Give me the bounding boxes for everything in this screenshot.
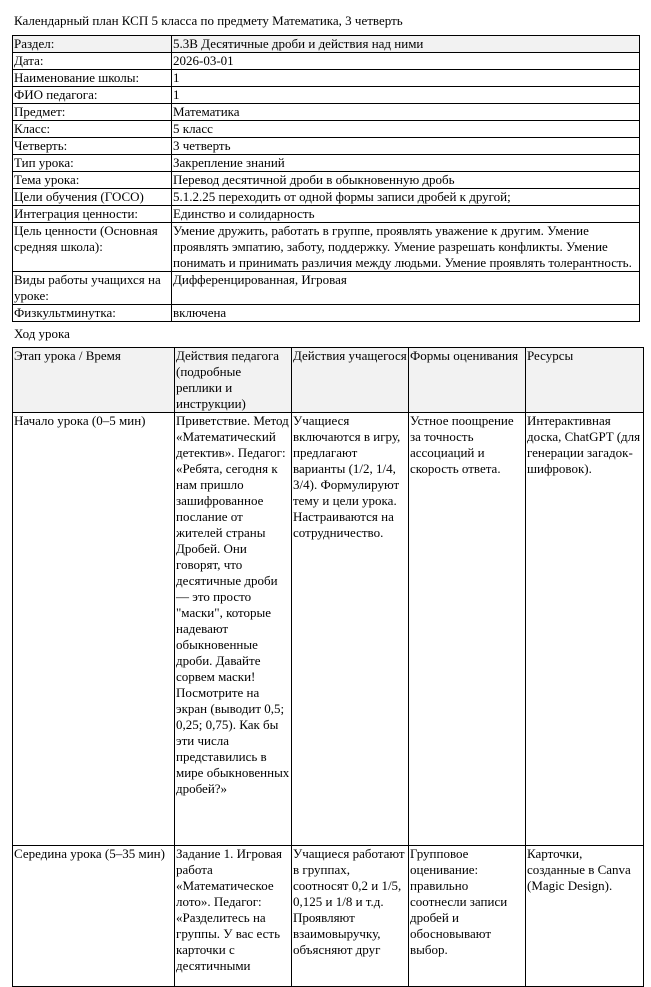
info-value: 5.3В Десятичные дроби и действия над ними <box>172 36 640 53</box>
info-value: 2026-03-01 <box>172 53 640 70</box>
page-title: Календарный план КСП 5 класса по предмету Математика, 3 четверть <box>14 13 403 28</box>
column-header-resources: Ресурсы <box>526 348 644 413</box>
info-label: Интеграция ценности: <box>13 206 172 223</box>
column-header-teacher: Действия педагога (подробные реплики и инструкции) <box>175 348 292 413</box>
info-row-work-types <box>13 272 640 305</box>
info-label: Физкультминутка: <box>13 305 172 322</box>
info-label: Четверть: <box>13 138 172 155</box>
info-label: Цели обучения (ГОСО) <box>13 189 172 206</box>
section-title: Ход урока <box>14 326 70 341</box>
info-row-school <box>13 70 640 87</box>
column-header-student: Действия учащегося <box>292 348 409 413</box>
info-value: 1 <box>172 87 640 104</box>
info-value: Дифференцированная, Игровая <box>172 272 640 305</box>
info-label: Тема урока: <box>13 172 172 189</box>
info-row-teacher <box>13 87 640 104</box>
info-row-date <box>13 53 640 70</box>
info-row-section <box>13 36 640 53</box>
info-label: Наименование школы: <box>13 70 172 87</box>
info-label: ФИО педагога: <box>13 87 172 104</box>
assessment-cell: Устное поощрение за точность ассоциаций и скорость ответа. <box>409 413 526 846</box>
info-value: Закрепление знаний <box>172 155 640 172</box>
info-label: Тип урока: <box>13 155 172 172</box>
info-value: 5.1.2.25 переходить от одной формы записи дробей к другой; <box>172 189 640 206</box>
stage-cell: Начало урока (0–5 мин) <box>13 413 175 846</box>
info-value: Перевод десятичной дроби в обыкновенную дробь <box>172 172 640 189</box>
resources-cell: Карточки, созданные в Canva (Magic Design). <box>526 846 644 987</box>
info-row-value-goal <box>13 223 640 272</box>
stage-cell: Середина урока (5–35 мин) <box>13 846 175 987</box>
lesson-flow-table <box>12 347 644 987</box>
info-label: Цель ценности (Основная средняя школа): <box>13 223 172 272</box>
info-label: Дата: <box>13 53 172 70</box>
info-value: 5 класс <box>172 121 640 138</box>
column-header-stage: Этап урока / Время <box>13 348 175 413</box>
info-row-values <box>13 206 640 223</box>
info-row-class <box>13 121 640 138</box>
teacher-cell: Задание 1. Игровая работа «Математическое лото». Педагог: «Разделитесь на группы. У вас есть карточки с десятичными <box>175 846 292 987</box>
info-row-goals <box>13 189 640 206</box>
table-header-row <box>13 348 644 413</box>
info-label: Раздел: <box>13 36 172 53</box>
assessment-cell: Групповое оценивание: правильно соотнесли записи дробей и обосновывают выбор. <box>409 846 526 987</box>
info-row-quarter <box>13 138 640 155</box>
lesson-info-table <box>12 35 640 322</box>
info-label: Класс: <box>13 121 172 138</box>
info-row-lesson-type <box>13 155 640 172</box>
info-value: Единство и солидарность <box>172 206 640 223</box>
student-cell: Учащиеся работают в группах, соотносят 0,2 и 1/5, 0,125 и 1/8 и т.д. Проявляют взаимовыручку, объясняют друг <box>292 846 409 987</box>
table-row <box>13 413 644 846</box>
column-header-assessment: Формы оценивания <box>409 348 526 413</box>
info-row-subject <box>13 104 640 121</box>
info-row-topic <box>13 172 640 189</box>
info-row-physical-minute <box>13 305 640 322</box>
info-label: Предмет: <box>13 104 172 121</box>
table-row <box>13 846 644 987</box>
info-label: Виды работы учащихся на уроке: <box>13 272 172 305</box>
info-value: Умение дружить, работать в группе, проявлять уважение к другим. Умение проявлять эмпатию, заботу, поддержку. Умение разрешать конфликты. Умение понимать и принимать различия между людьми. Умение проявлять толерантность. <box>172 223 640 272</box>
info-value: 3 четверть <box>172 138 640 155</box>
info-value: 1 <box>172 70 640 87</box>
resources-cell: Интерактивная доска, ChatGPT (для генерации загадок-шифровок). <box>526 413 644 846</box>
student-cell: Учащиеся включаются в игру, предлагают варианты (1/2, 1/4, 3/4). Формулируют тему и цели урока. Настраиваются на сотрудничество. <box>292 413 409 846</box>
teacher-cell: Приветствие. Метод «Математический детектив». Педагог: «Ребята, сегодня к нам пришло зашифрованное послание от жителей страны Дробей. Они говорят, что десятичные дроби — это просто "маски", которые надевают обыкновенные дроби. Давайте сорвем маски! Посмотрите на экран (выводит 0,5; 0,25; 0,75). Как бы эти числа представились в мире обыкновенных дробей?» <box>175 413 292 846</box>
info-value: Математика <box>172 104 640 121</box>
info-value: включена <box>172 305 640 322</box>
